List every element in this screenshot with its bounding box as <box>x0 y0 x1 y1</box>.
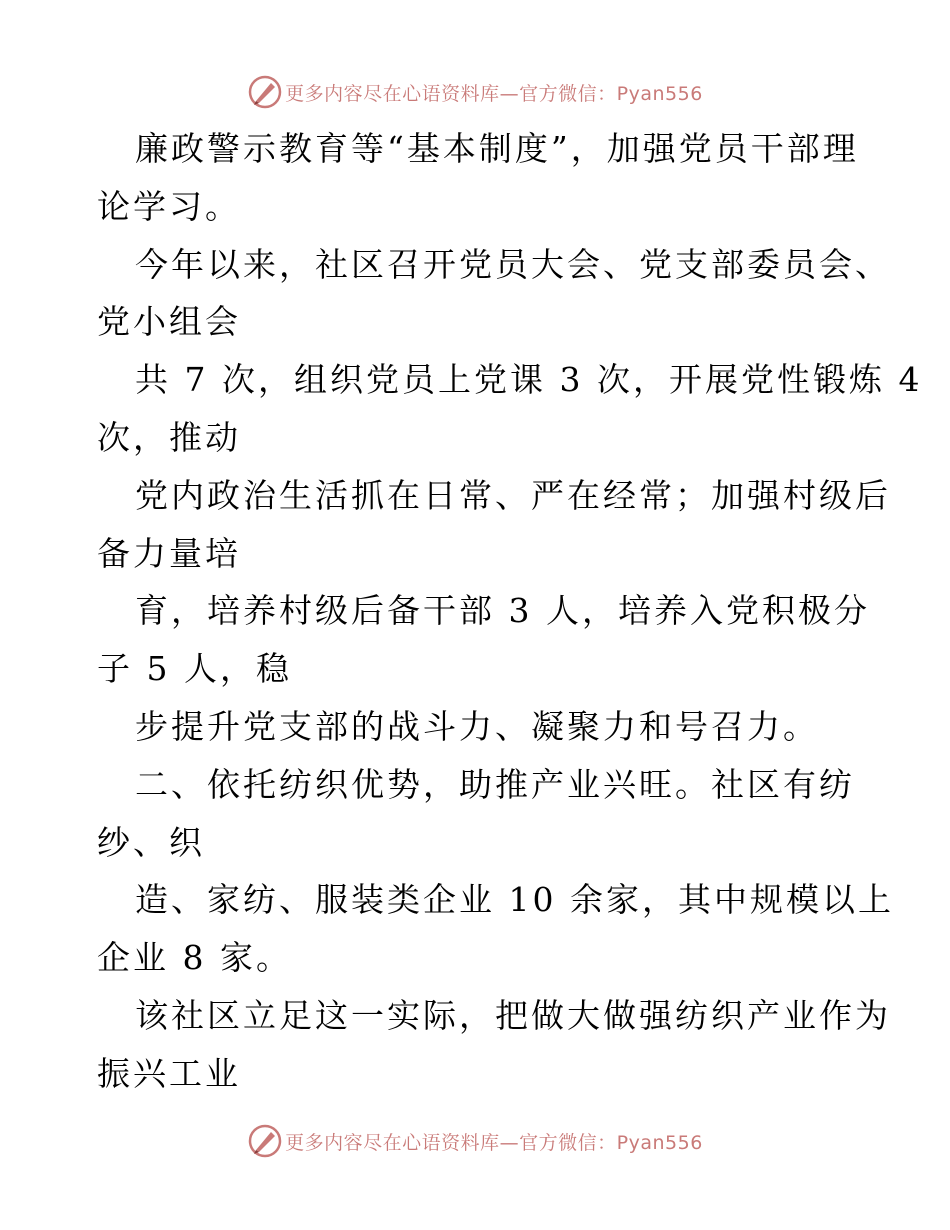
header-banner-text: 更多内容尽在心语资料库—官方微信：Pyan556 <box>285 82 703 105</box>
text-line: 廉政警示教育等“基本制度”，加强党员干部理 <box>135 129 859 168</box>
text-line: 步提升党支部的战斗力、凝聚力和号召力。 <box>135 706 819 746</box>
footer-banner <box>0 1121 950 1161</box>
text-line: 育，培养村级后备干部 3 人，培养入党积极分 <box>135 591 870 631</box>
document-body <box>97 120 923 1103</box>
text-line: 今年以来，社区召开党员大会、党支部委员会、 <box>135 244 891 284</box>
text-line: 党小组会 <box>97 302 241 342</box>
text-line: 党内政治生活抓在日常、严在经常；加强村级后 <box>135 475 891 515</box>
pen-nib-logo-icon <box>247 74 283 110</box>
text-line: 子 5 人，稳 <box>97 649 292 689</box>
text-line: 该社区立足这一实际，把做大做强纺织产业作为 <box>135 995 891 1035</box>
text-line: 二、依托纺织优势，助推产业兴旺。社区有纺 <box>135 764 855 804</box>
header-banner <box>0 72 950 112</box>
text-line: 备力量培 <box>97 533 241 573</box>
pen-nib-logo-icon <box>247 1123 283 1159</box>
text-line: 论学习。 <box>97 186 241 226</box>
text-line: 振兴工业 <box>97 1053 241 1093</box>
text-line: 纱、织 <box>97 822 205 862</box>
text-line: 次，推动 <box>97 417 241 457</box>
text-line: 造、家纺、服装类企业 10 余家，其中规模以上 <box>135 880 894 920</box>
footer-banner-text: 更多内容尽在心语资料库—官方微信：Pyan556 <box>285 1131 703 1154</box>
text-line: 企业 8 家。 <box>97 938 292 978</box>
text-line: 共 7 次，组织党员上党课 3 次，开展党性锻炼 4 <box>135 360 923 400</box>
